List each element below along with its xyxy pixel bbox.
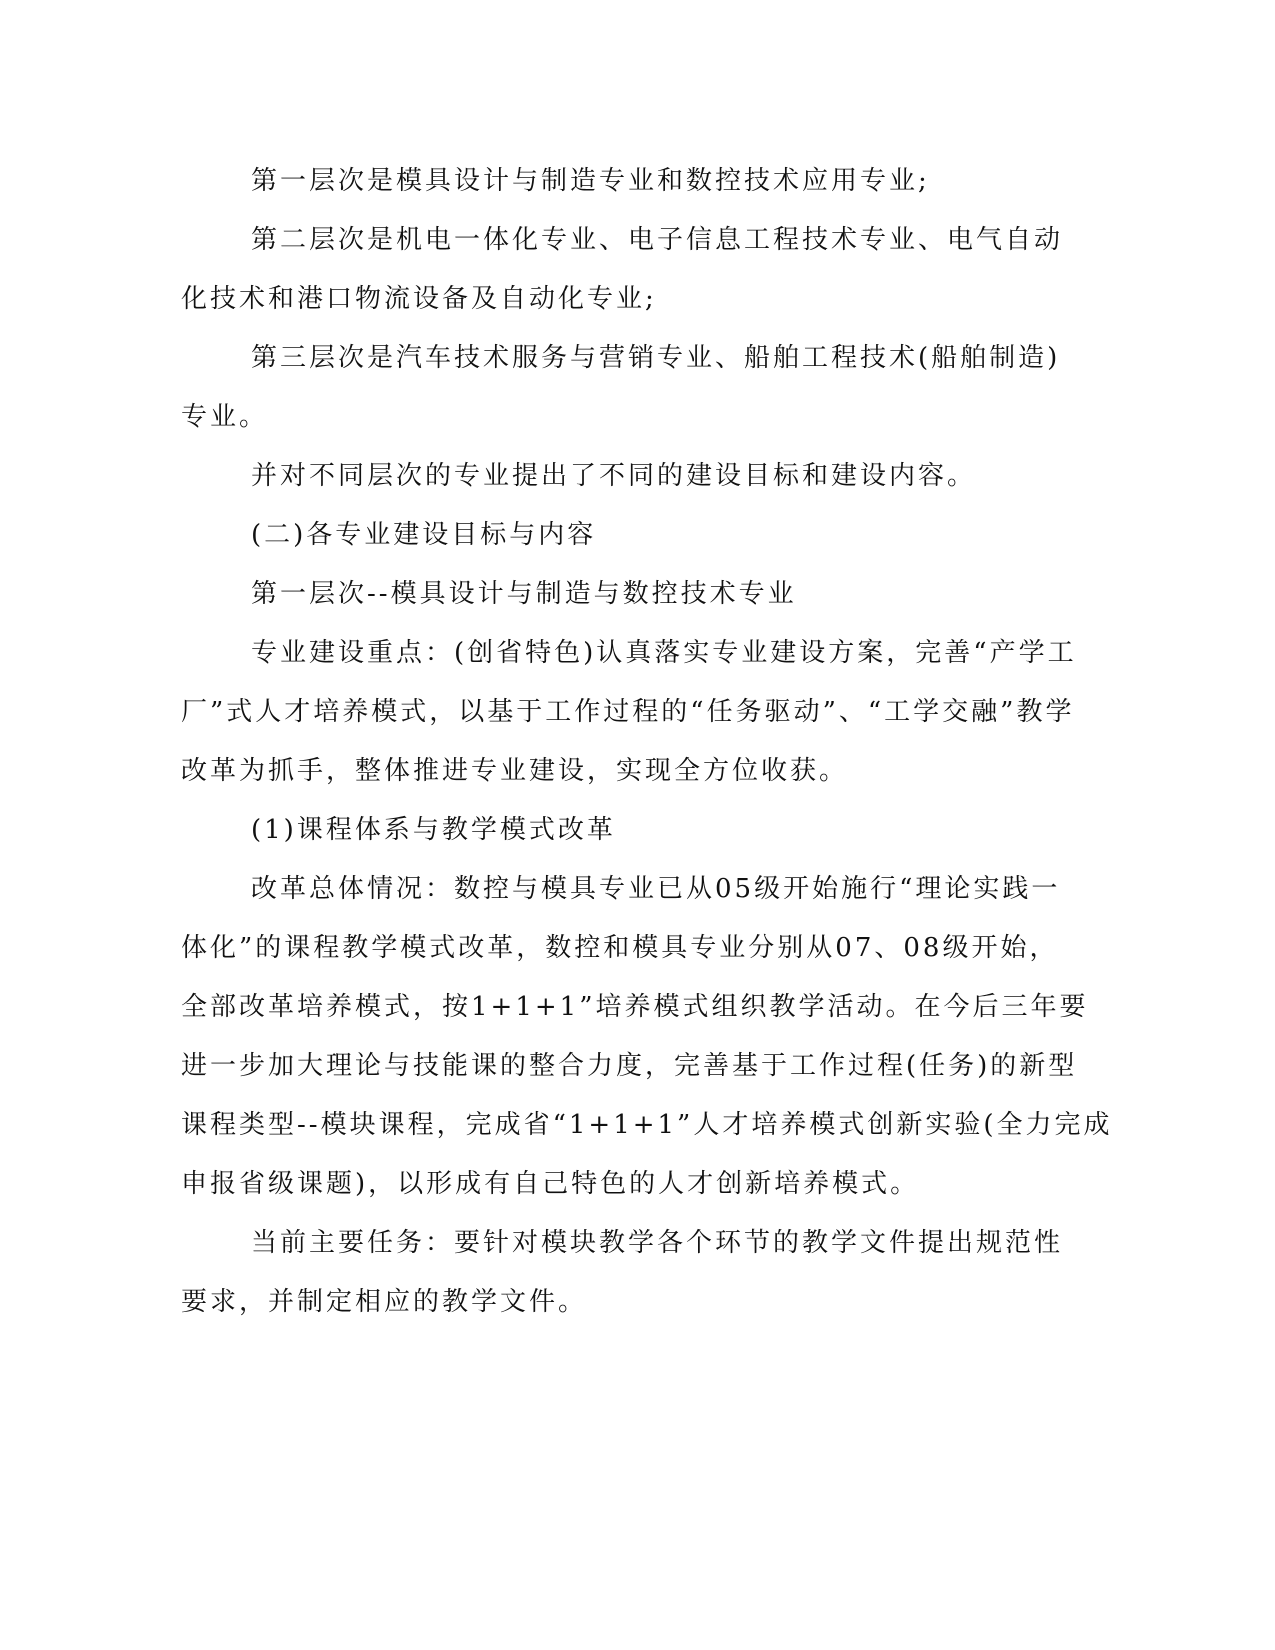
paragraph-line-level-1: 第一层次是模具设计与制造专业和数控技术应用专业; bbox=[251, 166, 930, 196]
paragraph-line-reform-cont-3: 进一步加大理论与技能课的整合力度，完善基于工作过程(任务)的新型 bbox=[181, 1051, 1078, 1081]
paragraph-line-level-3-cont: 专业。 bbox=[181, 402, 269, 432]
subsection-heading-level-1: 第一层次--模具设计与制造与数控技术专业 bbox=[251, 579, 797, 609]
paragraph-line-level-3: 第三层次是汽车技术服务与营销专业、船舶工程技术(船舶制造) bbox=[251, 343, 1061, 373]
item-heading-1: (1)课程体系与教学模式改革 bbox=[251, 815, 616, 845]
paragraph-line-tasks: 当前主要任务：要针对模块教学各个环节的教学文件提出规范性 bbox=[251, 1228, 1064, 1258]
paragraph-line-level-2-cont: 化技术和港口物流设备及自动化专业; bbox=[181, 284, 657, 314]
paragraph-line-reform-cont-2: 全部改革培养模式，按1+1+1”培养模式组织教学活动。在今后三年要 bbox=[181, 992, 1089, 1022]
document-body bbox=[181, 158, 1113, 1338]
paragraph-line-focus-cont-2: 改革为抓手，整体推进专业建设，实现全方位收获。 bbox=[181, 756, 849, 786]
paragraph-line-reform: 改革总体情况：数控与模具专业已从05级开始施行“理论实践一 bbox=[251, 874, 1061, 904]
paragraph-line-level-2: 第二层次是机电一体化专业、电子信息工程技术专业、电气自动 bbox=[251, 225, 1064, 255]
paragraph-line-goals: 并对不同层次的专业提出了不同的建设目标和建设内容。 bbox=[251, 461, 977, 491]
section-heading-2: (二)各专业建设目标与内容 bbox=[251, 520, 597, 550]
paragraph-line-focus: 专业建设重点：(创省特色)认真落实专业建设方案，完善“产学工 bbox=[251, 638, 1077, 668]
paragraph-line-tasks-cont: 要求，并制定相应的教学文件。 bbox=[181, 1287, 588, 1317]
paragraph-line-reform-cont-1: 体化”的课程教学模式改革，数控和模具专业分别从07、08级开始， bbox=[181, 933, 1059, 963]
paragraph-line-focus-cont-1: 厂”式人才培养模式，以基于工作过程的“任务驱动”、“工学交融”教学 bbox=[181, 697, 1075, 727]
paragraph-line-reform-cont-4: 课程类型--模块课程，完成省“1+1+1”人才培养模式创新实验(全力完成 bbox=[181, 1110, 1113, 1140]
paragraph-line-reform-cont-5: 申报省级课题)，以形成有自己特色的人才创新培养模式。 bbox=[181, 1169, 920, 1199]
